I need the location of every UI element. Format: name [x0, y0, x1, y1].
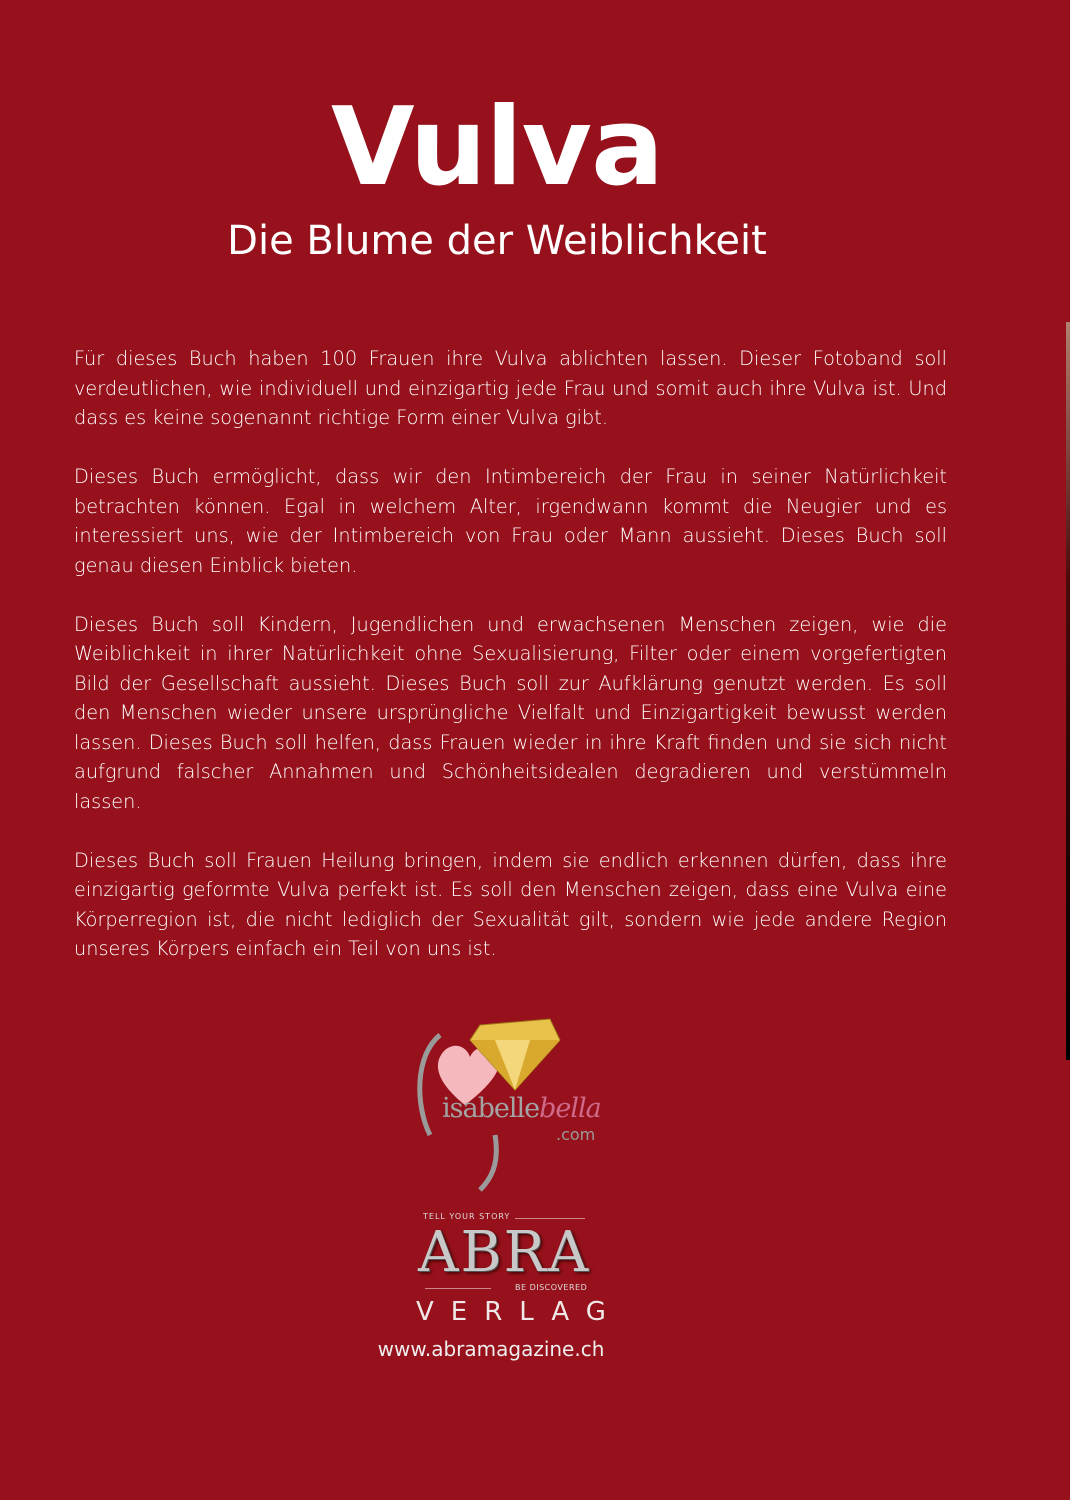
blurb-text	[74, 344, 947, 993]
publisher-tagline-bottom: BE DISCOVERED	[515, 1283, 588, 1292]
publisher-type: VERLAG	[416, 1297, 623, 1327]
isabellebella-wordmark: isabellebella	[442, 1093, 601, 1124]
publisher-tagline-top: TELL YOUR STORY	[423, 1212, 511, 1221]
isabellebella-tld: .com	[556, 1125, 596, 1144]
adjacent-page-edge	[1066, 322, 1070, 1060]
book-subtitle: Die Blume der Weiblichkeit	[227, 218, 767, 264]
divider	[425, 1288, 491, 1289]
paragraph: Dieses Buch soll Frauen Heilung bringen, indem sie endlich erkennen dürfen, dass ihre einzigartig geformte Vulva perfekt ist. Es soll den Menschen zeigen, dass eine Vulva eine Körperregion ist, die nicht lediglich der Sexualität gilt, sondern wie jede andere Region unseres Körpers einfach ein Teil von uns ist.	[74, 848, 947, 960]
paragraph: Dieses Buch soll Kindern, Jugendlichen und erwachsenen Menschen zeigen, wie die Weiblichkeit in ihrer Natürlichkeit ohne Sexualisierung, Filter oder einem vorgefertigten Bild der Gesellschaft aussieht. Dieses Buch soll zur Aufklärung genutzt werden. Es soll den Menschen wieder unsere ursprüngliche Vielfalt und Einzigartigkeit bewusst werden lassen. Dieses Buch soll helfen, dass Frauen wieder in ihre Kraft finden und sie sich nicht aufgrund falscher Annahmen und Schönheitsidealen degradieren und verstümmeln lassen.	[74, 612, 947, 813]
publisher-logo-abra: ABRA	[418, 1220, 591, 1285]
paragraph: Für dieses Buch haben 100 Frauen ihre Vulva ablichten lassen. Dieser Fotoband soll verdeutlichen, wie individuell und einzigartig jede Frau und somit auch ihre Vulva ist. Und dass es keine sogenannt richtige Form einer Vulva gibt.	[74, 347, 947, 429]
divider	[515, 1218, 585, 1219]
publisher-url: www.abramagazine.ch	[377, 1337, 605, 1361]
book-title: Vulva	[331, 85, 663, 210]
paragraph: Dieses Buch ermöglicht, dass wir den Intimbereich der Frau in seiner Natürlichkeit betrachten können. Egal in welchem Alter, irgendwann kommt die Neugier und es interessiert uns, wie der Intimbereich von Frau oder Mann aussieht. Dieses Buch soll genau diesen Einblick bieten.	[74, 465, 947, 577]
